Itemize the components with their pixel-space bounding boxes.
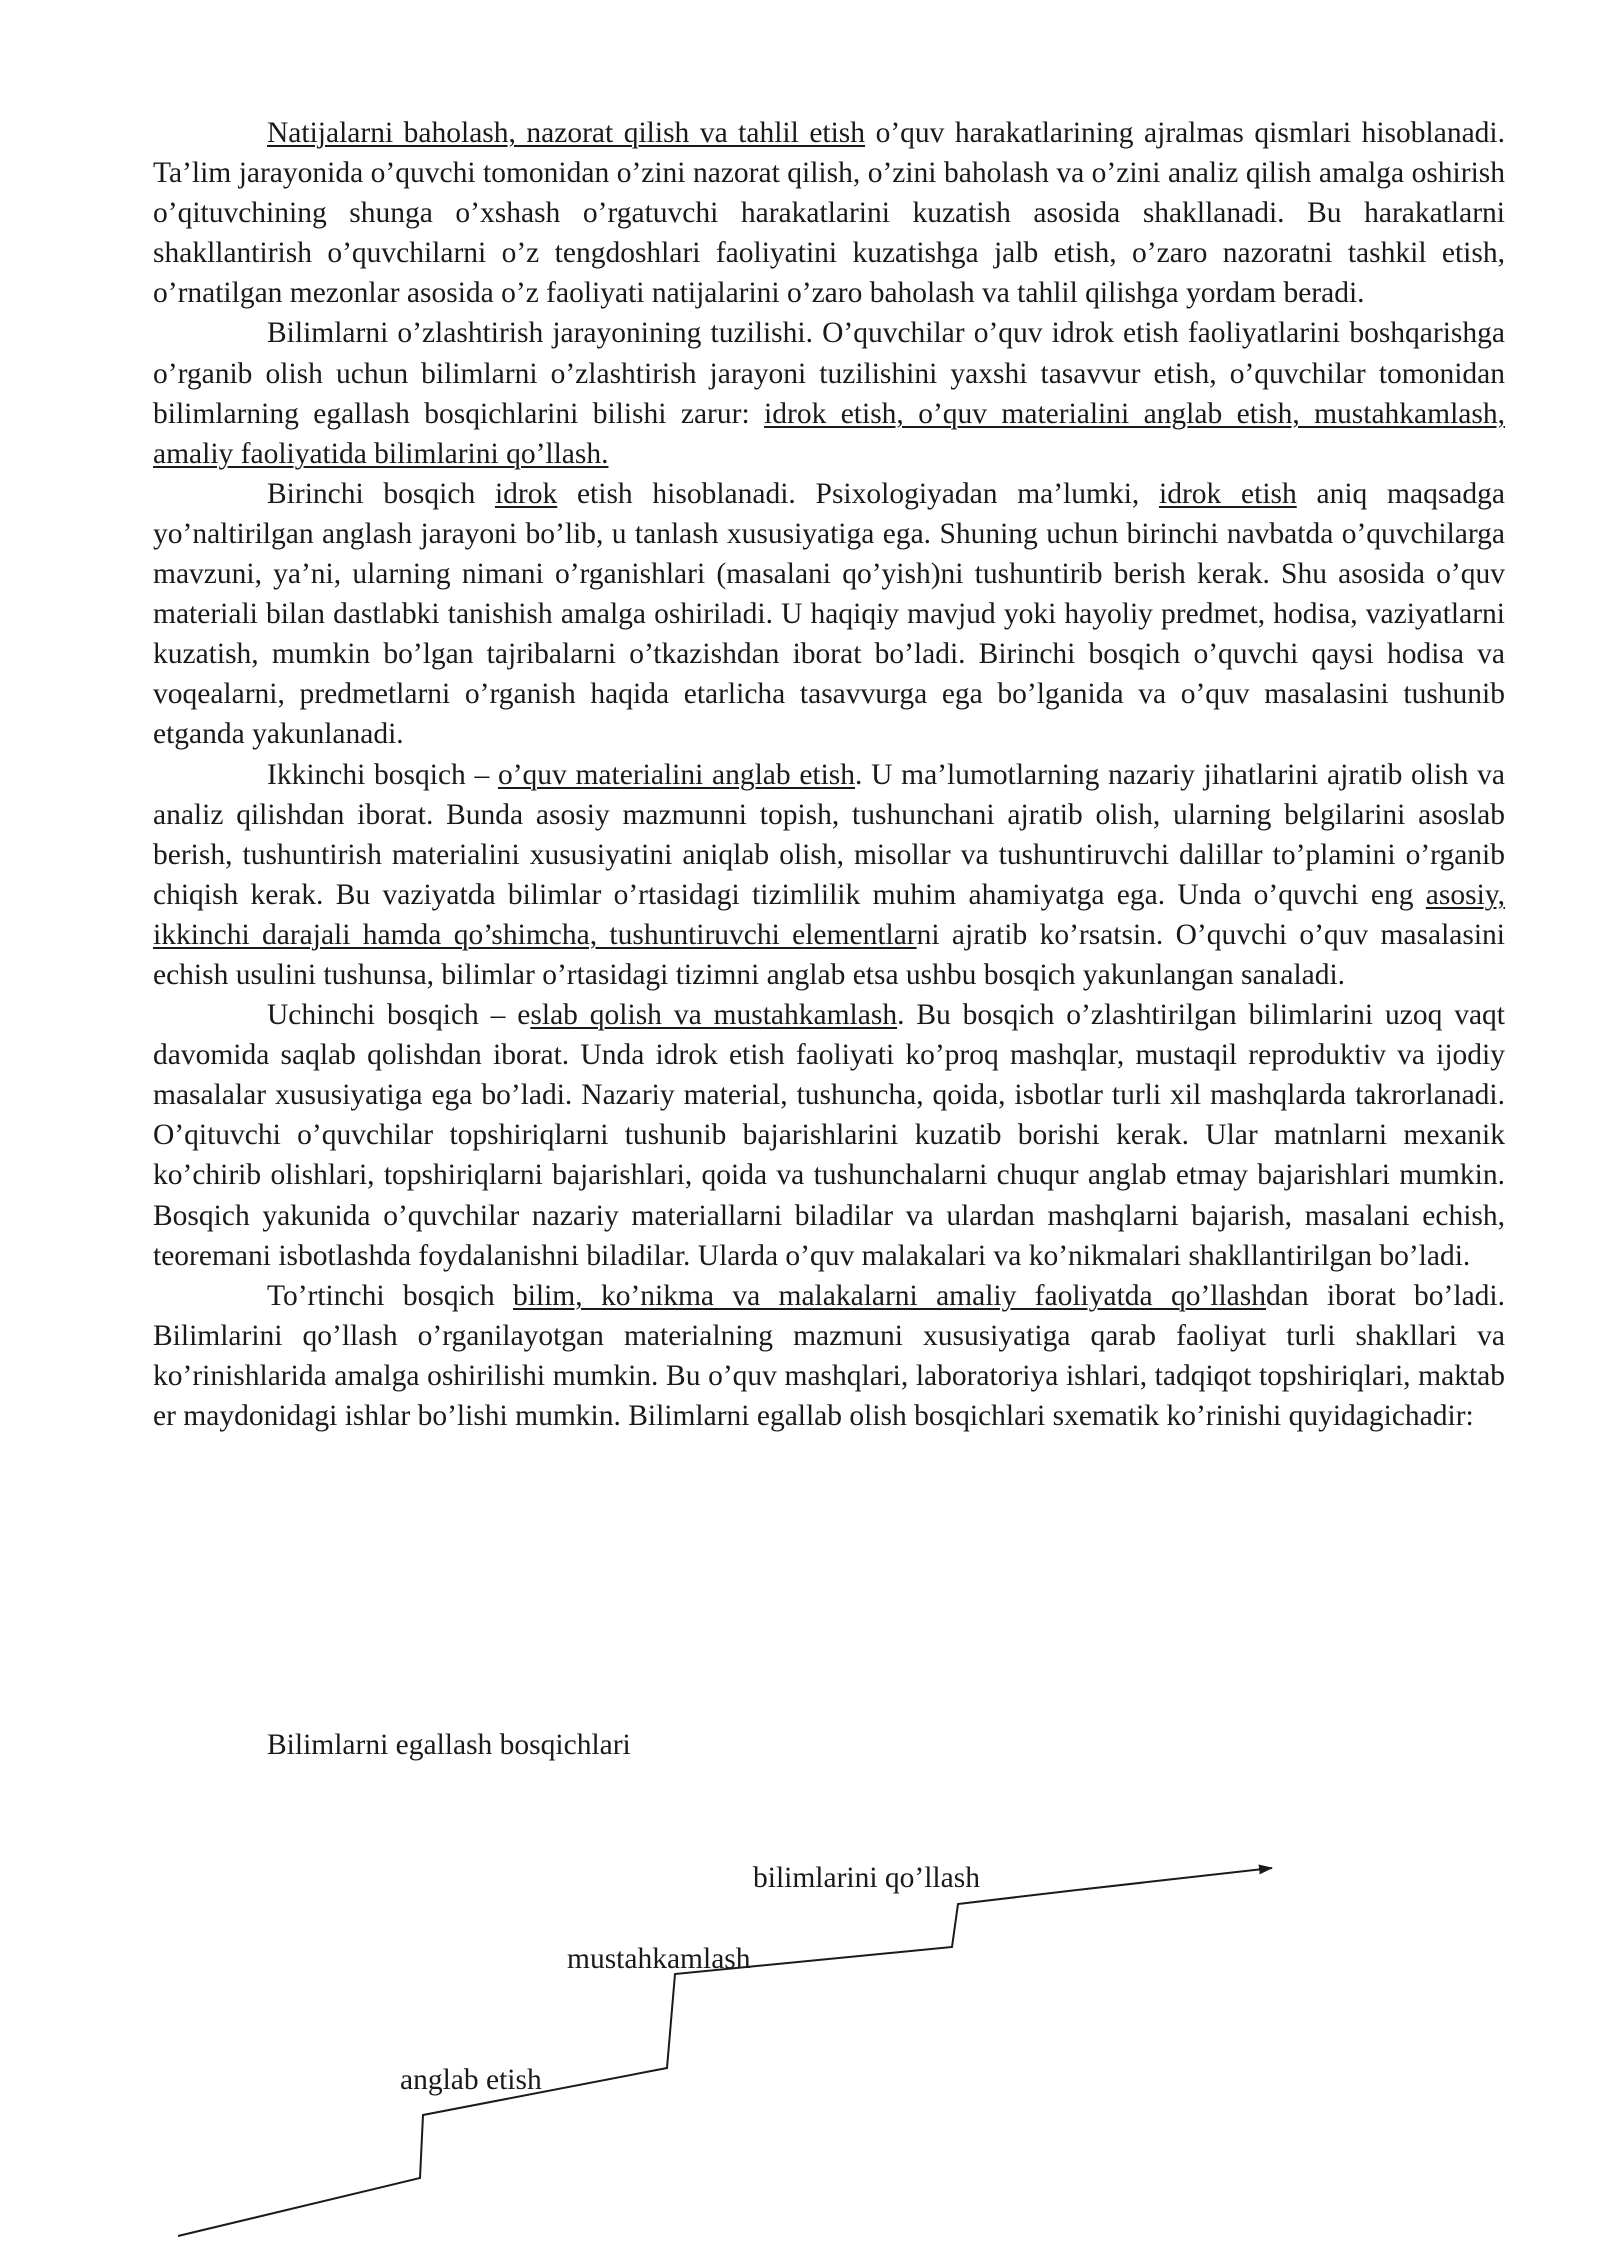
staircase-svg (0, 1760, 1600, 2260)
paragraph (153, 474, 1505, 755)
paragraph (153, 755, 1505, 996)
text-segment: aniq maqsadga yo’naltirilgan anglash jarayoni bo’lib, u tanlash xususiyatiga ega. Shuning uchun birinchi navbatda o’quvchilarga mavzuni, ya’ni, ularning nimani o’rganishlari (masalani qo’yish)ni tushuntirib berish kerak. Shu asosida o’quv materiali bilan dastlabki tanishish amalga oshiriladi. U haqiqiy mavjud yoki hayoliy predmet, hodisa, vaziyatlarni kuzatish, mumkin bo’lgan tajribalarni o’tkazishdan iborat bo’ladi. Birinchi bosqich o’quvchi qaysi hodisa va voqealarni, predmetlarni o’rganish haqida etarlicha tasavvurga ega bo’lganida va o’quv masalasini tushunib etganda yakunlanadi. (153, 477, 1505, 751)
paragraph (153, 113, 1505, 313)
underlined-text: idrok (494, 477, 558, 510)
underlined-text: slab qolish va mustahkamlash (530, 999, 898, 1032)
text-segment: Birinchi bosqich (267, 477, 495, 510)
text-segment: . U ma’lumotlarning nazariy jihatlarini ajratib olish va analiz qilishdan iborat. Bunda asosiy mazmunni topish, tushunchani ajratib olish, ularning belgilarini asoslab berish, tushuntirish materialini xususiyatini aniqlab olish, misollar va tushuntiruvchi dalillar to’plamini o’rganib chiqish kerak. Bu vaziyatda bilimlar o’rtasidagi tizimlilik muhim ahamiyatga ega. Unda o’quvchi eng (153, 758, 1505, 911)
underlined-text: bilim, ko’nikma va malakalarni amaliy faoliyatda qo’llash (512, 1279, 1266, 1312)
body-text (153, 113, 1505, 1436)
paragraph (153, 313, 1505, 473)
staircase-diagram (0, 1760, 1600, 2260)
text-segment: ni ajratib ko’rsatsin. O’quvchi o’quv masalasini echish usulini tushunsa, bilimlar o’rtasidagi tizimni anglab etsa ushbu bosqich yakunlangan sanaladi. (153, 918, 1505, 991)
underlined-text: Natijalarni baholash, nazorat qilish va tahlil etish (267, 117, 866, 149)
text-segment: Bilimlarni o’zlashtirish jarayonining tuzilishi. O’quvchilar o’quv idrok etish faoliyatlarini boshqarishga o’rganib olish uchun bilimlarni o’zlashtirish jarayoni tuzilishini yaxshi tasavvur etish, o’quvchilar tomonidan bilimlarning egallash bosqichlarini bilishi zarur: (153, 317, 1505, 430)
text-segment: To’rtinchi bosqich (267, 1279, 513, 1312)
underlined-text: asosiy, ikkinchi darajali hamda qo’shimcha, tushuntiruvchi elementlar (153, 878, 1505, 951)
text-segment: Ikkinchi bosqich – (267, 758, 498, 791)
underlined-text: idrok etish (1159, 477, 1297, 510)
step-label-anglab-etish: anglab etish (400, 2064, 542, 2096)
text-segment: Uchinchi bosqich – e (267, 999, 531, 1032)
paragraph (153, 1276, 1505, 1436)
text-segment: . Bu bosqich o’zlashtirilgan bilimlarini uzoq vaqt davomida saqlab qolishdan iborat. Unda idrok etish faoliyati ko’proq mashqlar, mustaqil reproduktiv va ijodiy masalalar xususiyatiga ega bo’ladi. Nazariy material, tushuncha, qoida, isbotlar turli xil mashqlarda takrorlanadi. O’qituvchi o’quvchilar topshiriqlarni tushunib bajarishlarini kuzatib borishi kerak. Ular matnlarni mexanik ko’chirib olishlari, topshiriqlarni bajarishlari, qoida va tushunchalarni chuqur anglab etmay bajarishlari mumkin. Bosqich yakunida o’quvchilar nazariy materiallarni biladilar va ulardan mashqlarni bajarish, masalani echish, teoremani isbotlashda foydalanishni biladilar. Ularda o’quv malakalari va ko’nikmalari shakllantirilgan bo’ladi. (153, 999, 1506, 1272)
staircase-arrow (1077, 1868, 1272, 1890)
text-segment: etish hisoblanadi. Psixologiyadan ma’lumki, (557, 477, 1160, 510)
underlined-text: o’quv materialini anglab etish (497, 758, 856, 791)
text-segment: dan iborat bo’ladi. Bilimlarini qo’llash o’rganilayotgan materialning mazmuni xususiyatiga qarab faoliyat turli shakllari va ko’rinishlarida amalga oshirilishi mumkin. Bu o’quv mashqlari, laboratoriya ishlari, tadqiqot topshiriqlari, maktab er maydonidagi ishlar bo’lishi mumkin. Bilimlarni egallab olish bosqichlari sxematik ko’rinishi quyidagichadir: (153, 1279, 1505, 1432)
step-label-bilimlarini-qollash: bilimlarini qo’llash (753, 1862, 980, 1894)
step-label-mustahkamlash: mustahkamlash (567, 1943, 751, 1975)
underlined-text: idrok etish, o’quv materialini anglab etish, mustahkamlash, amaliy faoliyatida bilimlarini qo’llash. (153, 397, 1505, 470)
text-segment: o’quv harakatlarining ajralmas qismlari hisoblanadi. Ta’lim jarayonida o’quvchi tomonidan o’zini nazorat qilish, o’zini baholash va o’zini analiz qilish amalga oshirish o’qituvchining shunga o’xshash o’rgatuvchi harakatlarini kuzatish asosida shakllanadi. Bu harakatlarni shakllantirish o’quvchilarni o’z tengdoshlari faoliyatini kuzatishga jalb etish, o’zaro nazoratni tashkil etish, o’rnatilgan mezonlar asosida o’z faoliyati natijalarini o’zaro baholash va tahlil qilishga yordam beradi. (153, 117, 1505, 310)
paragraph (153, 995, 1505, 1276)
scheme-title: Bilimlarni egallash bosqichlari (267, 1729, 631, 1761)
